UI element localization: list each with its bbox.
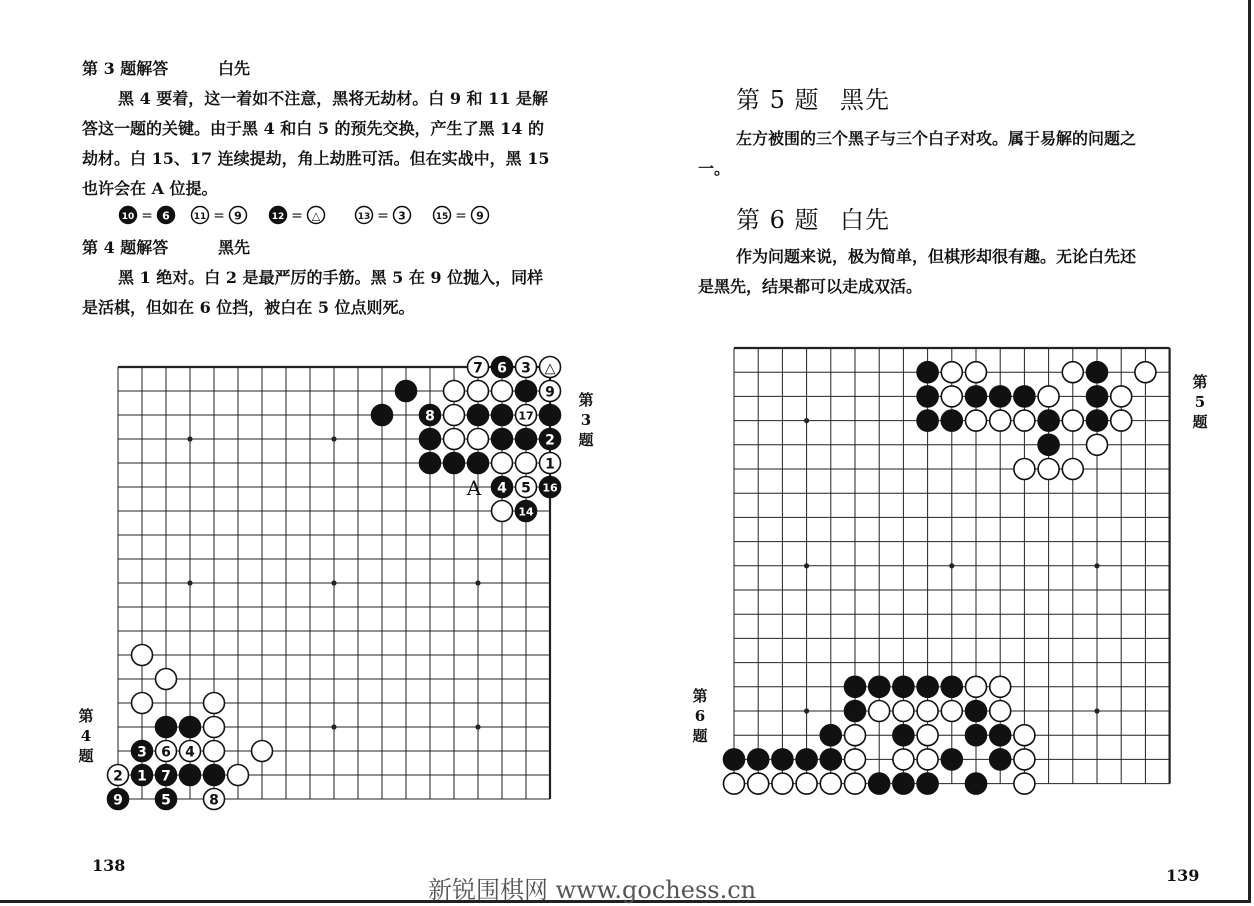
black-stone [869,773,890,794]
black-stone [820,725,841,746]
black-stone [420,453,441,474]
problem3-line-4: 也许会在 A 位提。 [82,179,218,198]
black-stone [845,701,866,722]
watermark: 新锐围棋网 www.gochess.cn [428,876,757,904]
white-stone [1062,459,1083,480]
white-stone [724,773,745,794]
white-stone [845,725,866,746]
black-stone [1038,410,1059,431]
black-stone [966,725,987,746]
white-stone [990,701,1011,722]
stone-number-label: 5 [521,480,531,497]
black-stone [893,676,914,697]
stone-number-label: 1 [137,768,147,785]
white-stone [748,773,769,794]
page-number-right: 139 [1166,866,1200,885]
right-board-star-point [1094,708,1099,713]
white-stone [1014,773,1035,794]
black-stone [990,749,1011,770]
black-stone [1038,434,1059,455]
right-board-star-point [804,708,809,713]
white-stone [252,741,273,762]
black-stone [820,749,841,770]
problem5-side: 黑先 [840,86,890,114]
white-stone [492,501,513,522]
white-stone [204,693,225,714]
problem4-line-1: 黑 1 绝对。白 2 是最严厉的手筋。黑 5 在 9 位抛入，同样 [118,268,544,287]
black-stone [917,773,938,794]
black-stone [893,725,914,746]
stone-number-label: 7 [473,360,483,377]
problem6-side: 白先 [840,206,890,234]
problem6-line-2: 是黑先，结果都可以走成双活。 [698,277,923,296]
white-stone [941,701,962,722]
white-stone [1014,459,1035,480]
label-problem-4: 第 4 题 [78,707,94,765]
black-stone [893,773,914,794]
white-stone [516,453,537,474]
right-board-star-point [949,563,954,568]
equivalence-stone-label: 12 [271,211,285,222]
black-stone [796,749,817,770]
white-stone [228,765,249,786]
stone-number-label: 5 [161,792,171,809]
black-stone [204,765,225,786]
white-stone [132,645,153,666]
problem5-line-1: 左方被围的三个黑子与三个白子对攻。属于易解的问题之 [736,129,1137,148]
equivalence-stone-label: 3 [398,209,406,223]
white-stone [132,693,153,714]
black-stone [1087,386,1108,407]
page-number-left: 138 [92,856,126,875]
right-board-star-point [804,563,809,568]
white-stone [468,429,489,450]
problem4-answer-heading: 第 4 题解答 [82,238,169,257]
problem3-line-3: 劫材。白 15、17 连续提劫，角上劫胜可活。但在实战中，黑 15 [82,149,550,168]
black-stone [941,749,962,770]
white-stone [492,381,513,402]
equals-sign: = [291,208,303,224]
white-stone [1111,410,1132,431]
white-stone [1014,749,1035,770]
black-stone [1014,386,1035,407]
black-stone [966,773,987,794]
left-board-star-point [475,580,480,585]
black-stone [492,405,513,426]
label-problem-3: 第 3 题 [578,391,594,449]
stone-number-label: △ [544,360,556,377]
white-stone [1062,362,1083,383]
stone-number-label: 4 [185,744,195,761]
white-stone [966,362,987,383]
black-stone [180,717,201,738]
white-stone [820,773,841,794]
white-stone [156,669,177,690]
equivalence-stone-label: 10 [121,211,135,222]
white-stone [893,701,914,722]
white-stone [444,429,465,450]
black-stone [1087,410,1108,431]
white-stone [917,725,938,746]
problem5-heading: 第 5 题 [736,86,820,114]
white-stone [941,362,962,383]
problem4-line-2: 是活棋，但如在 6 位挡，被白在 5 位点则死。 [82,298,415,317]
white-stone [492,453,513,474]
problem6-line-1: 作为问题来说，极为简单，但棋形却很有趣。无论白先还 [736,247,1137,266]
stone-number-label: 2 [113,768,123,785]
black-stone [540,405,561,426]
problem4-side: 黑先 [218,238,251,257]
white-stone [893,749,914,770]
label-problem-6: 第 6 题 [692,687,708,745]
stone-number-label: 3 [137,744,147,761]
white-stone [1135,362,1156,383]
left-board-star-point [475,724,480,729]
white-stone [1111,386,1132,407]
left-board-star-point [187,436,192,441]
equivalence-stone-label: 9 [476,209,484,223]
stone-number-label: 6 [161,744,171,761]
black-stone [990,386,1011,407]
equals-sign: = [377,208,389,224]
equals-sign: = [141,208,153,224]
black-stone [917,362,938,383]
white-stone [1014,725,1035,746]
stone-number-label: 1 [545,456,555,473]
white-stone [941,386,962,407]
left-board-star-point [331,436,336,441]
stone-number-label: 2 [545,432,555,449]
black-stone [396,381,417,402]
equivalence-stone-label: 13 [357,211,371,222]
white-stone [444,405,465,426]
black-stone [966,701,987,722]
white-stone [1038,459,1059,480]
stone-number-label: 8 [209,792,219,809]
white-stone [966,410,987,431]
white-stone [1014,410,1035,431]
black-stone [372,405,393,426]
white-stone [468,381,489,402]
black-stone [772,749,793,770]
left-board-star-point [187,580,192,585]
point-label-a: A [466,476,482,500]
stone-number-label: 17 [518,409,534,423]
black-stone [724,749,745,770]
stone-number-label: 3 [521,360,531,377]
left-board-star-point [331,580,336,585]
stone-number-label: 7 [161,768,171,785]
right-board-star-point [804,418,809,423]
white-stone [204,717,225,738]
black-stone [1087,362,1108,383]
stone-number-label: 14 [518,505,534,519]
stone-number-label: 4 [497,480,507,497]
black-stone [516,429,537,450]
black-stone [917,386,938,407]
stone-number-label: 16 [542,481,558,495]
black-stone [468,453,489,474]
white-stone [796,773,817,794]
equivalence-stone-label: 15 [435,211,449,222]
white-stone [966,676,987,697]
black-stone [180,765,201,786]
white-stone [917,701,938,722]
white-stone [1038,386,1059,407]
equals-sign: = [213,208,225,224]
problem3-line-2: 答这一题的关键。由于黑 4 和白 5 的预先交换，产生了黑 14 的 [82,119,544,138]
black-stone [941,676,962,697]
problem6-heading: 第 6 题 [736,206,820,234]
black-stone [990,725,1011,746]
black-stone [845,676,866,697]
problem3-answer-heading: 第 3 题解答 [82,59,169,78]
black-stone [966,386,987,407]
black-stone [917,410,938,431]
right-board-star-point [1094,563,1099,568]
label-problem-5: 第 5 题 [1192,373,1208,431]
white-stone [845,749,866,770]
white-stone [772,773,793,794]
white-stone [845,773,866,794]
stone-number-label: 9 [545,384,555,401]
black-stone [748,749,769,770]
stone-number-label: 8 [425,408,435,425]
equivalence-stone-label: △ [311,209,321,223]
stone-number-label: 6 [497,360,507,377]
black-stone [468,405,489,426]
white-stone [1062,410,1083,431]
stone-number-label: 9 [113,792,123,809]
white-stone [990,676,1011,697]
black-stone [941,410,962,431]
problem5-line-2: 一。 [698,159,731,178]
black-stone [869,676,890,697]
white-stone [917,749,938,770]
problem3-side: 白先 [218,59,251,78]
black-stone [420,429,441,450]
equivalence-stone-label: 11 [193,211,207,222]
equivalence-stone-label: 6 [162,209,170,223]
black-stone [492,429,513,450]
white-stone [204,741,225,762]
equivalence-stone-label: 9 [234,209,242,223]
black-stone [516,381,537,402]
black-stone [156,717,177,738]
white-stone [869,701,890,722]
problem3-line-1: 黑 4 要着，这一着如不注意，黑将无劫材。白 9 和 11 是解 [118,89,548,108]
black-stone [917,676,938,697]
white-stone [444,381,465,402]
white-stone [1087,434,1108,455]
white-stone [990,410,1011,431]
black-stone [444,453,465,474]
left-board-star-point [331,724,336,729]
equals-sign: = [455,208,467,224]
